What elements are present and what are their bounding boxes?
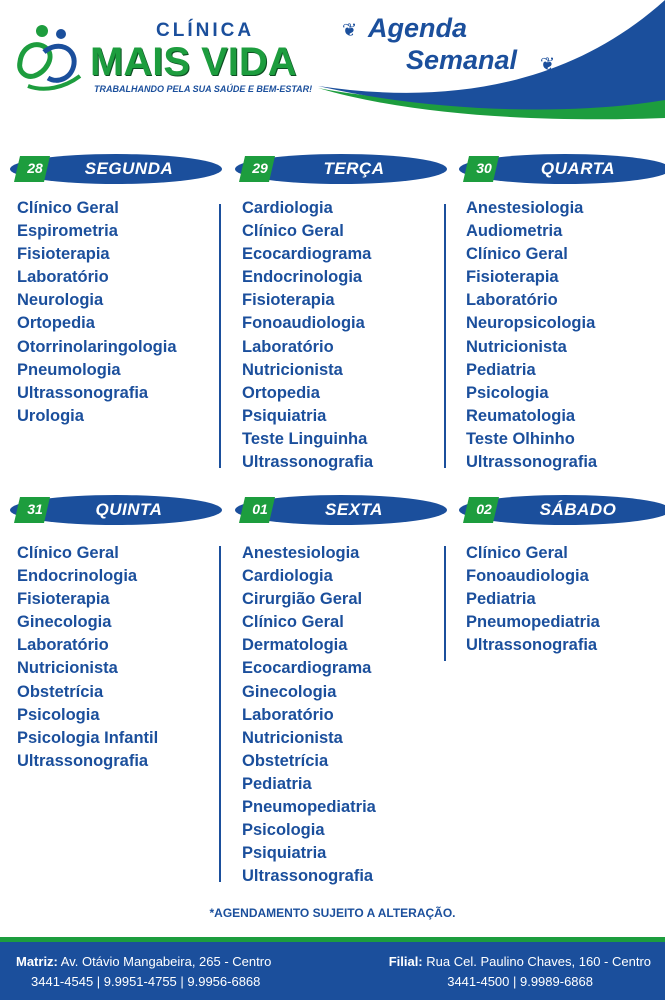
specialty-list — [17, 542, 158, 773]
specialty-item: Ultrassonografia — [242, 867, 374, 886]
footer-branch-street: Rua Cel. Paulino Chaves, 160 - Centro — [426, 954, 651, 969]
specialty-item: Neuropsicologia — [466, 314, 596, 333]
specialty-list — [466, 197, 597, 474]
specialty-item: Obstetrícia — [242, 751, 329, 770]
column-divider — [219, 204, 221, 468]
footer-branch-label: Filial: — [388, 954, 423, 969]
specialty-item: Reumatologia — [466, 406, 576, 425]
specialty-item: Ultrassonografia — [242, 453, 374, 472]
footer-main-label: Matriz: — [16, 954, 58, 969]
specialty-item: Pneumopediatria — [466, 613, 600, 632]
specialty-item: Dermatologia — [242, 636, 348, 655]
specialty-item: Otorrinolaringologia — [17, 337, 177, 356]
specialty-list — [242, 542, 376, 888]
footer-main-street: Av. Otávio Mangabeira, 265 - Centro — [60, 954, 272, 969]
specialty-item: Obstetrícia — [17, 682, 104, 701]
specialty-item: Psicologia Infantil — [17, 728, 159, 747]
specialty-item: Ginecologia — [17, 613, 112, 632]
specialty-item: Pediatria — [466, 360, 536, 379]
day-header — [459, 495, 665, 525]
agenda-title-line2: Semanal — [406, 45, 518, 75]
specialty-item: Nutricionista — [466, 337, 567, 356]
ornament-icon: ❦ — [540, 54, 556, 74]
column-divider — [444, 204, 446, 468]
specialty-item: Ecocardiograma — [242, 245, 372, 264]
day-number: 29 — [252, 160, 268, 176]
day-number: 30 — [476, 160, 492, 176]
specialty-list — [17, 197, 177, 428]
specialty-item: Laboratório — [242, 337, 334, 356]
specialty-item: Psicologia — [466, 383, 549, 402]
specialty-item: Fonoaudiologia — [466, 567, 589, 586]
day-name: QUINTA — [95, 500, 163, 519]
specialty-item: Anestesiologia — [242, 544, 360, 562]
day-header — [235, 495, 447, 525]
day-name: SÁBADO — [539, 500, 617, 519]
specialty-item: Nutricionista — [242, 360, 343, 379]
specialty-item: Ultrassonografia — [17, 383, 149, 402]
footer-main-phones: 3441-4545 | 9.9951-4755 | 9.9956-6868 — [31, 974, 261, 989]
specialty-item: Cardiologia — [242, 199, 333, 217]
day-name: SEXTA — [325, 500, 383, 519]
specialty-item: Pediatria — [242, 774, 312, 793]
specialty-item: Clínico Geral — [466, 544, 568, 562]
specialty-item: Fisioterapia — [17, 590, 110, 609]
specialty-item: Pediatria — [466, 590, 536, 609]
family-logo-icon — [14, 22, 86, 92]
specialty-item: Ultrassonografia — [466, 453, 598, 472]
specialty-item: Clínico Geral — [242, 613, 344, 632]
specialty-item: Pneumopediatria — [242, 798, 376, 817]
footer-branch-phones: 3441-4500 | 9.9989-6868 — [447, 974, 593, 989]
specialty-item: Teste Linguinha — [242, 429, 368, 448]
specialty-item: Pneumologia — [17, 360, 121, 379]
specialty-item: Psiquiatria — [242, 406, 327, 425]
specialty-item: Fisioterapia — [466, 268, 559, 287]
agenda-title-line1: Agenda — [368, 13, 468, 43]
specialty-item: Ginecologia — [242, 682, 337, 701]
specialty-item: Clínico Geral — [242, 222, 344, 241]
specialty-item: Nutricionista — [17, 659, 118, 678]
day-number: 01 — [252, 501, 268, 517]
specialty-item: Nutricionista — [242, 728, 343, 747]
header — [0, 0, 665, 125]
specialty-item: Ultrassonografia — [466, 636, 598, 655]
footer — [0, 937, 665, 1000]
column-divider — [219, 546, 221, 882]
specialty-item: Laboratório — [466, 291, 558, 310]
specialty-item: Endocrinologia — [242, 268, 363, 287]
day-number: 31 — [27, 501, 43, 517]
specialty-item: Ortopedia — [242, 383, 320, 402]
specialty-item: Ortopedia — [17, 314, 95, 333]
specialty-item: Audiometria — [466, 222, 563, 241]
specialty-item: Clínico Geral — [17, 199, 119, 217]
logo-tagline: TRABALHANDO PELA SUA SAÚDE E BEM-ESTAR! — [94, 84, 313, 94]
specialty-item: Cirurgião Geral — [242, 590, 363, 609]
column-divider — [444, 546, 446, 661]
specialty-item: Urologia — [17, 406, 84, 425]
specialty-item: Laboratório — [242, 705, 334, 724]
specialty-item: Fisioterapia — [17, 245, 110, 264]
specialty-item: Neurologia — [17, 291, 104, 310]
day-name: SEGUNDA — [84, 159, 174, 178]
day-header — [10, 154, 222, 184]
specialty-item: Teste Olhinho — [466, 429, 575, 448]
specialty-item: Cardiologia — [242, 567, 333, 586]
day-header — [459, 154, 665, 184]
specialty-list — [466, 542, 600, 657]
day-number: 02 — [476, 501, 492, 517]
specialty-item: Ultrassonografia — [17, 751, 149, 770]
specialty-item: Clínico Geral — [17, 544, 119, 562]
specialty-item: Anestesiologia — [466, 199, 584, 217]
specialty-item: Espirometria — [17, 222, 118, 241]
day-name: TERÇA — [323, 159, 385, 178]
logo-top-word: CLÍNICA — [156, 20, 255, 41]
day-name: QUARTA — [540, 159, 616, 178]
specialty-item: Psicologia — [17, 705, 100, 724]
ornament-icon: ❦ — [342, 20, 358, 40]
clinic-logo — [14, 20, 314, 100]
day-number: 28 — [27, 160, 43, 176]
specialty-item: Endocrinologia — [17, 567, 138, 586]
specialty-item: Psicologia — [242, 821, 325, 840]
specialty-item: Clínico Geral — [466, 245, 568, 264]
specialty-list — [242, 197, 373, 474]
footer-main-address — [16, 952, 271, 992]
specialty-item: Ecocardiograma — [242, 659, 372, 678]
footer-branch-address — [389, 952, 651, 992]
logo-name: MAIS VIDA — [90, 40, 297, 84]
specialty-item: Fisioterapia — [242, 291, 335, 310]
day-header — [235, 154, 447, 184]
specialty-item: Laboratório — [17, 636, 109, 655]
specialty-item: Psiquiatria — [242, 844, 327, 863]
day-header — [10, 495, 222, 525]
specialty-item: Fonoaudiologia — [242, 314, 365, 333]
specialty-item: Laboratório — [17, 268, 109, 287]
schedule-note: *AGENDAMENTO SUJEITO A ALTERAÇÃO. — [209, 906, 456, 920]
